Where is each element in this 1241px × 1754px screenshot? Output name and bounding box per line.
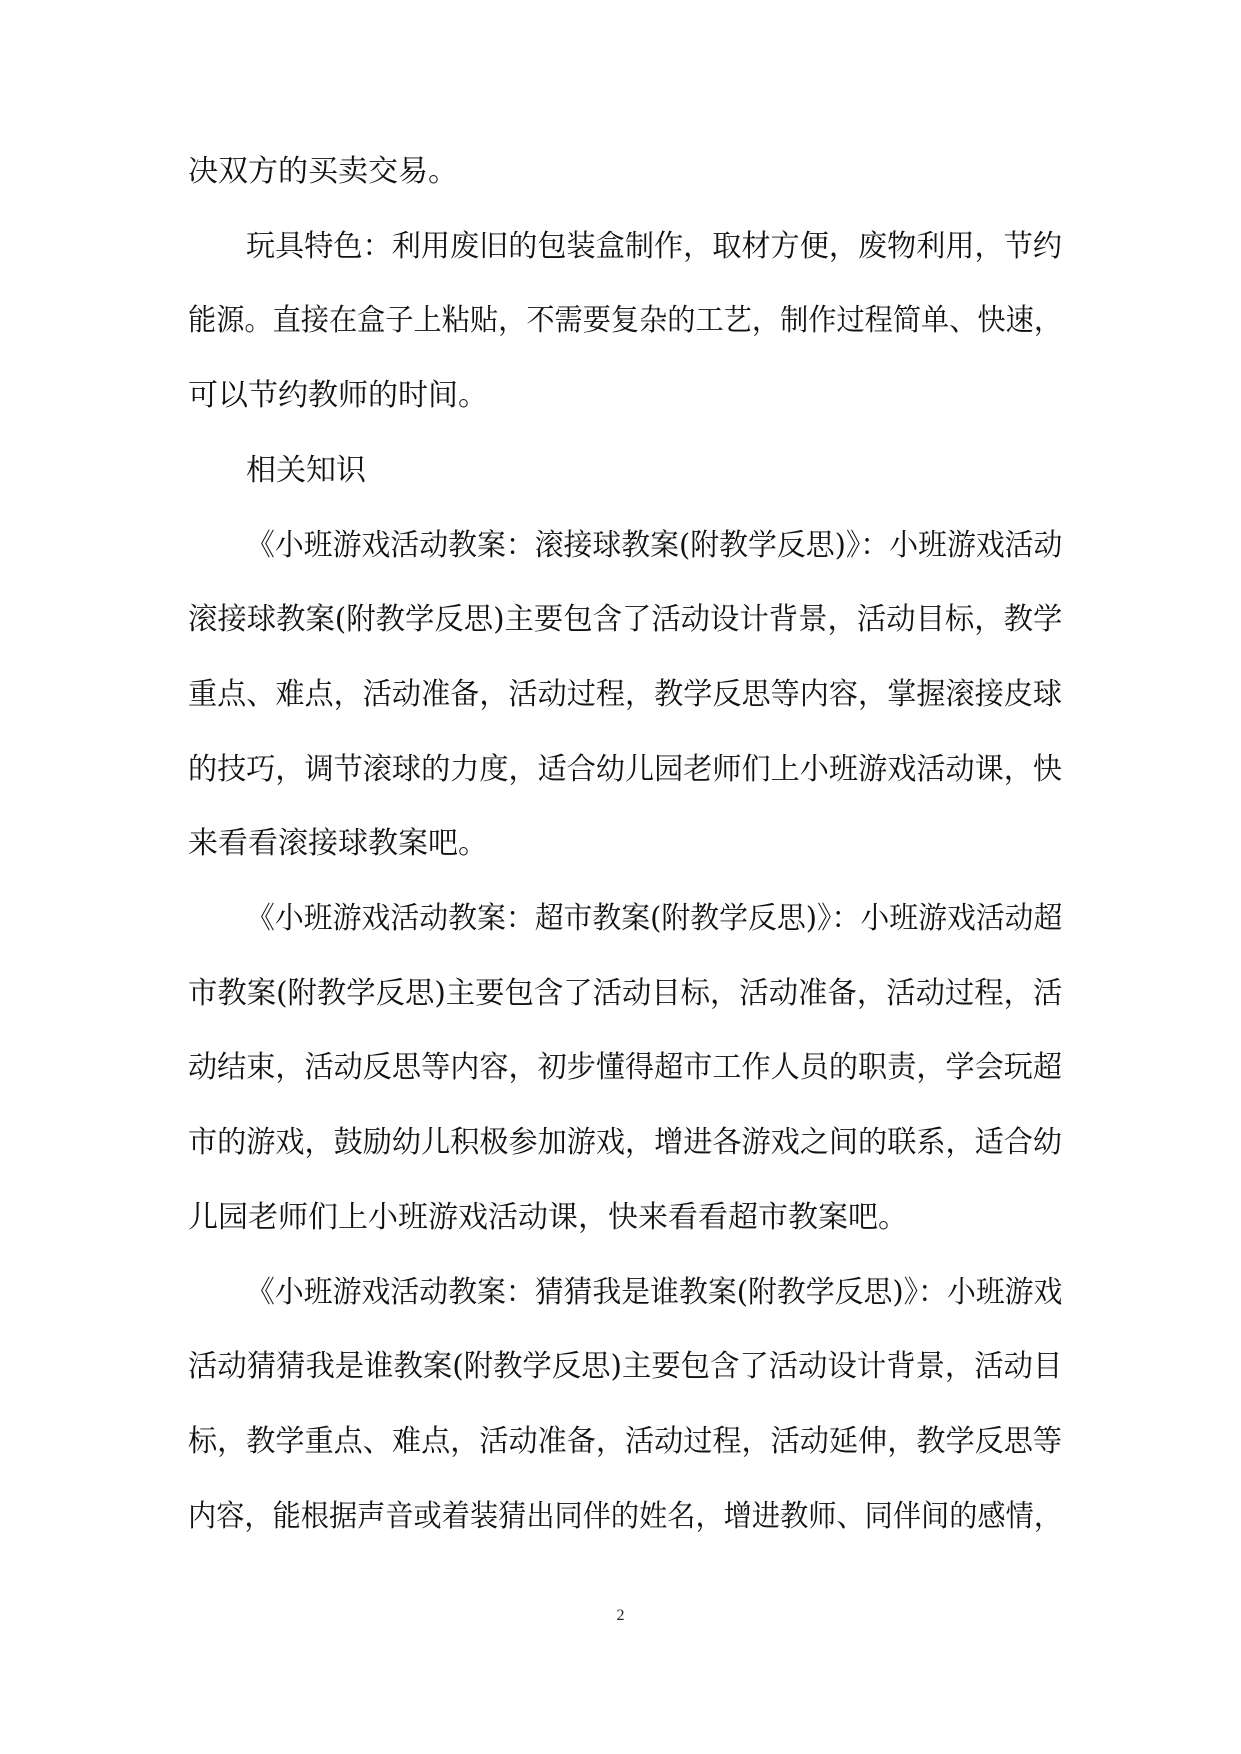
page-number: 2 [616,1607,625,1624]
text-line: 决双方的买卖交易。 [188,154,458,189]
text-line: 动结束，活动反思等内容，初步懂得超市工作人员的职责，学会玩超 [188,1050,1062,1085]
text-line: 相关知识 [246,453,366,488]
text-line: 来看看滚接球教案吧。 [188,826,488,861]
text-line: 《小班游戏活动教案：超市教案(附教学反思)》：小班游戏活动超 [246,901,1063,936]
text-line: 活动猜猜我是谁教案(附教学反思)主要包含了活动设计背景，活动目 [188,1349,1063,1384]
text-line: 能源。直接在盒子上粘贴，不需要复杂的工艺，制作过程简单、快速， [188,303,1063,338]
text-line: 儿园老师们上小班游戏活动课，快来看看超市教案吧。 [188,1200,908,1235]
text-line: 《小班游戏活动教案：滚接球教案(附教学反思)》：小班游戏活动 [246,528,1063,563]
text-line: 滚接球教案(附教学反思)主要包含了活动设计背景，活动目标，教学 [188,602,1063,637]
text-line: 重点、难点，活动准备，活动过程，教学反思等内容，掌握滚接皮球 [188,677,1062,712]
text-line: 玩具特色：利用废旧的包装盒制作，取材方便，废物利用，节约 [246,229,1062,264]
text-line: 可以节约教师的时间。 [188,378,488,413]
text-line: 的技巧，调节滚球的力度，适合幼儿园老师们上小班游戏活动课，快 [188,752,1062,787]
text-line: 标，教学重点、难点，活动准备，活动过程，活动延伸，教学反思等 [188,1424,1062,1459]
text-line: 《小班游戏活动教案：猜猜我是谁教案(附教学反思)》：小班游戏 [246,1275,1063,1310]
text-line: 市教案(附教学反思)主要包含了活动目标，活动准备，活动过程，活 [188,976,1063,1011]
text-line: 市的游戏，鼓励幼儿积极参加游戏，增进各游戏之间的联系，适合幼 [188,1125,1062,1160]
text-line: 内容，能根据声音或着装猜出同伴的姓名，增进教师、同伴间的感情， [188,1499,1063,1534]
